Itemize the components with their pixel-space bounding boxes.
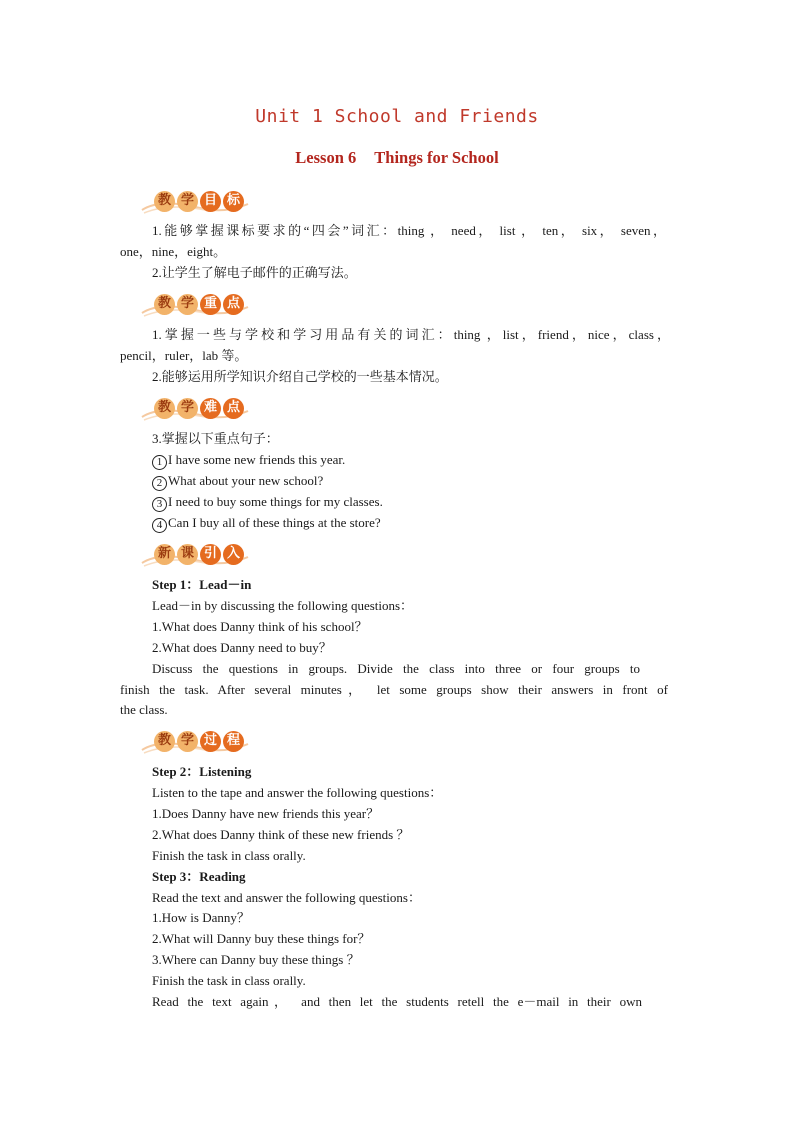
unit-title: Unit 1 School and Friends xyxy=(255,106,539,127)
discussion-line-1: Discuss the questions in groups. Divide the class into three or four groups to xyxy=(152,661,640,676)
step-2-line: Listen to the tape and answer the following questions： xyxy=(152,785,443,800)
circled-number: 2 xyxy=(152,476,167,491)
step-3-question-1: 1.How is Danny？ xyxy=(152,910,250,925)
section-badge-intro xyxy=(140,541,250,569)
section-badge-objectives xyxy=(140,188,250,216)
key-points-line-3: 2.能够运用所学知识介绍自己学校的一些基本情况。 xyxy=(152,369,448,384)
section-badge-process xyxy=(140,728,250,756)
badge-char: 入 xyxy=(223,544,244,565)
discussion-line-2: finish the task. After several minutes， let some groups show their answers in front of xyxy=(120,682,668,697)
step-2-title: Step 2：Listening xyxy=(152,764,252,779)
step-1-question-2: 2.What does Danny need to buy？ xyxy=(152,640,332,655)
circled-number: 4 xyxy=(152,518,167,533)
badge-char: 课 xyxy=(177,544,198,565)
step-3-finish: Finish the task in class orally. xyxy=(152,973,306,988)
badge-char: 学 xyxy=(177,191,198,212)
section-badge-key-points xyxy=(140,291,250,319)
step-3-title: Step 3：Reading xyxy=(152,869,246,884)
difficulties-intro: 3.掌握以下重点句子： xyxy=(152,431,279,446)
badge-char: 教 xyxy=(154,731,175,752)
badge-char: 过 xyxy=(200,731,221,752)
key-sentence-1 xyxy=(152,450,345,471)
key-points-line-1: 1.掌握一些与学校和学习用品有关的词汇：thing ，list，friend，nice，class， xyxy=(152,327,670,342)
badge-char: 引 xyxy=(200,544,221,565)
badge-char: 学 xyxy=(177,731,198,752)
badge-char: 教 xyxy=(154,398,175,419)
circled-number: 1 xyxy=(152,455,167,470)
step-2-question-2: 2.What does Danny think of these new friends ？ xyxy=(152,827,410,842)
badge-char: 点 xyxy=(223,294,244,315)
sentence-text: What about your new school? xyxy=(168,473,324,488)
circled-number: 3 xyxy=(152,497,167,512)
badge-char: 程 xyxy=(223,731,244,752)
sentence-text: Can I buy all of these things at the store? xyxy=(168,515,381,530)
step-1-line: Lead－in by discussing the following questions： xyxy=(152,598,414,613)
objectives-line-2: one，nine，eight。 xyxy=(120,244,227,259)
step-2-question-1: 1.Does Danny have new friends this year？ xyxy=(152,806,380,821)
retell-line: Read the text again， and then let the students retell the e－mail in their own xyxy=(152,994,642,1009)
sentence-text: I have some new friends this year. xyxy=(168,452,346,467)
step-2-finish: Finish the task in class orally. xyxy=(152,848,306,863)
badge-char: 学 xyxy=(177,398,198,419)
step-3-line: Read the text and answer the following questions： xyxy=(152,890,421,905)
badge-char: 教 xyxy=(154,294,175,315)
badge-char: 重 xyxy=(200,294,221,315)
lesson-title xyxy=(0,148,794,168)
key-sentence-4 xyxy=(152,513,381,534)
lesson-number: Lesson 6 xyxy=(295,148,357,167)
objectives-line-3: 2.让学生了解电子邮件的正确写法。 xyxy=(152,265,357,280)
badge-char: 难 xyxy=(200,398,221,419)
sentence-text: I need to buy some things for my classes. xyxy=(168,494,383,509)
step-1-title: Step 1：Lead－in xyxy=(152,577,252,592)
objectives-line-1: 1.能够掌握课标要求的“四会”词汇：thing ， need， list ， ten， six， seven， xyxy=(152,223,666,238)
badge-char: 学 xyxy=(177,294,198,315)
key-sentence-2 xyxy=(152,471,323,492)
step-3-question-3: 3.Where can Danny buy these things ？ xyxy=(152,952,360,967)
key-sentence-3 xyxy=(152,492,383,513)
badge-char: 标 xyxy=(223,191,244,212)
lesson-name: Things for School xyxy=(374,148,499,167)
step-1-question-1: 1.What does Danny think of his school？ xyxy=(152,619,368,634)
badge-char: 新 xyxy=(154,544,175,565)
discussion-line-3: the class. xyxy=(120,702,168,717)
badge-char: 教 xyxy=(154,191,175,212)
section-badge-difficulties xyxy=(140,395,250,423)
badge-char: 目 xyxy=(200,191,221,212)
key-points-line-2: pencil，ruler，lab 等。 xyxy=(120,348,248,363)
badge-char: 点 xyxy=(223,398,244,419)
step-3-question-2: 2.What will Danny buy these things for？ xyxy=(152,931,371,946)
